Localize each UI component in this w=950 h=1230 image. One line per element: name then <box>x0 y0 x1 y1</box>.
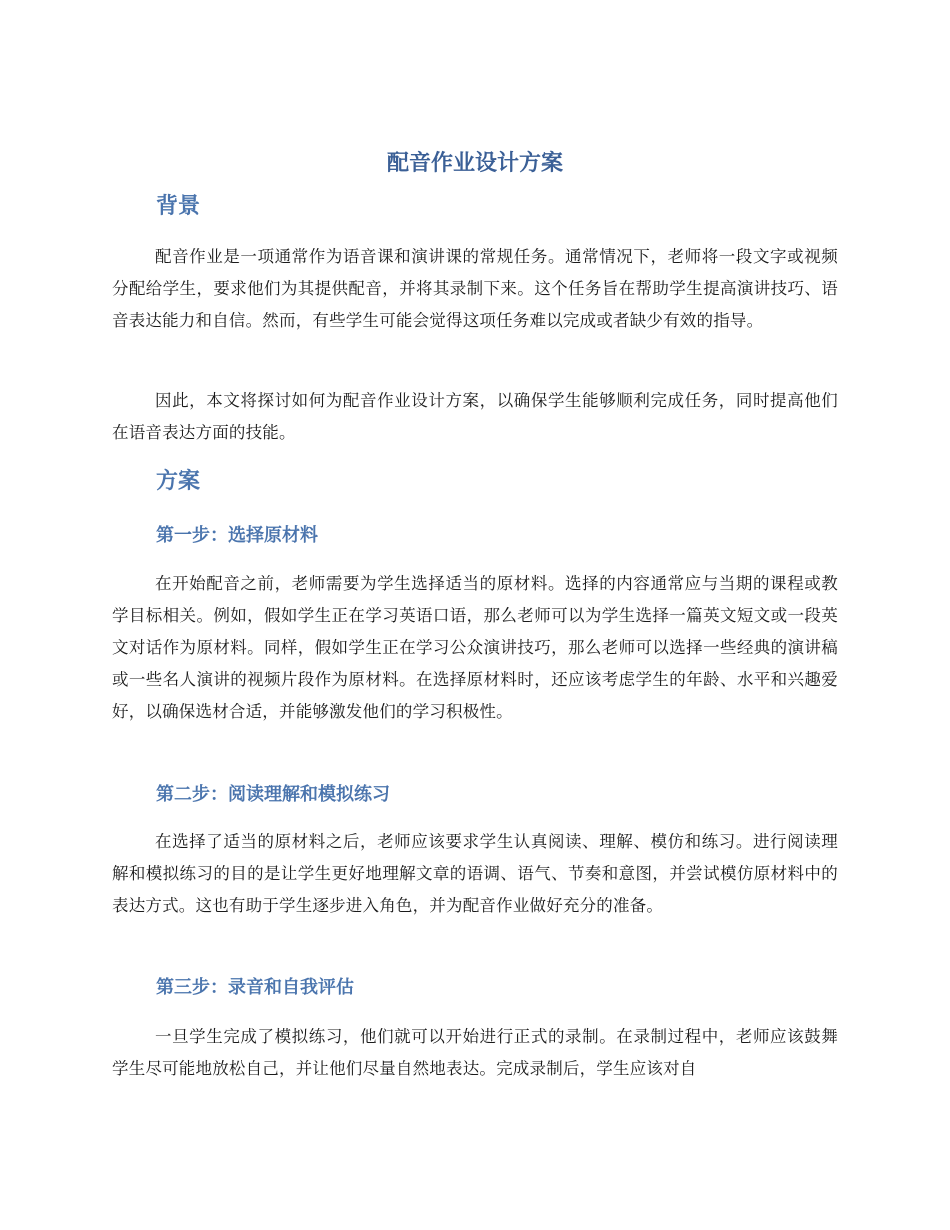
document-title: 配音作业设计方案 <box>386 151 563 176</box>
paragraph-step-3: 一旦学生完成了模拟练习，他们就可以开始进行正式的录制。在录制过程中，老师应该鼓舞学生尽可能地放松自己，并让他们尽量自然地表达。完成录制后，学生应该对自 <box>112 1027 838 1078</box>
paragraph-background-2: 因此，本文将探讨如何为配音作业设计方案，以确保学生能够顺利完成任务，同时提高他们在语音表达方面的技能。 <box>112 391 838 442</box>
paragraph-background-1: 配音作业是一项通常作为语音课和演讲课的常规任务。通常情况下，老师将一段文字或视频分配给学生，要求他们为其提供配音，并将其录制下来。这个任务旨在帮助学生提高演讲技巧、语音表达能力和自信。然而，有些学生可能会觉得这项任务难以完成或者缺少有效的指导。 <box>112 247 838 330</box>
section-heading-plan: 方案 <box>156 469 201 494</box>
paragraph-step-2: 在选择了适当的原材料之后，老师应该要求学生认真阅读、理解、模仿和练习。进行阅读理解和模拟练习的目的是让学生更好地理解文章的语调、语气、节奏和意图，并尝试模仿原材料中的表达方式。这也有助于学生逐步进入角色，并为配音作业做好充分的准备。 <box>112 832 838 915</box>
step-heading-2: 第二步：阅读理解和模拟练习 <box>156 784 390 805</box>
section-heading-background: 背景 <box>156 194 201 219</box>
step-heading-1: 第一步：选择原材料 <box>156 525 318 546</box>
paragraph-step-1: 在开始配音之前，老师需要为学生选择适当的原材料。选择的内容通常应与当期的课程或教学目标相关。例如，假如学生正在学习英语口语，那么老师可以为学生选择一篇英文短文或一段英文对话作为原材料。同样，假如学生正在学习公众演讲技巧，那么老师可以选择一些经典的演讲稿或一些名人演讲的视频片段作为原材料。在选择原材料时，还应该考虑学生的年龄、水平和兴趣爱好，以确保选材合适，并能够激发他们的学习积极性。 <box>112 574 838 721</box>
step-heading-3: 第三步：录音和自我评估 <box>156 977 354 998</box>
